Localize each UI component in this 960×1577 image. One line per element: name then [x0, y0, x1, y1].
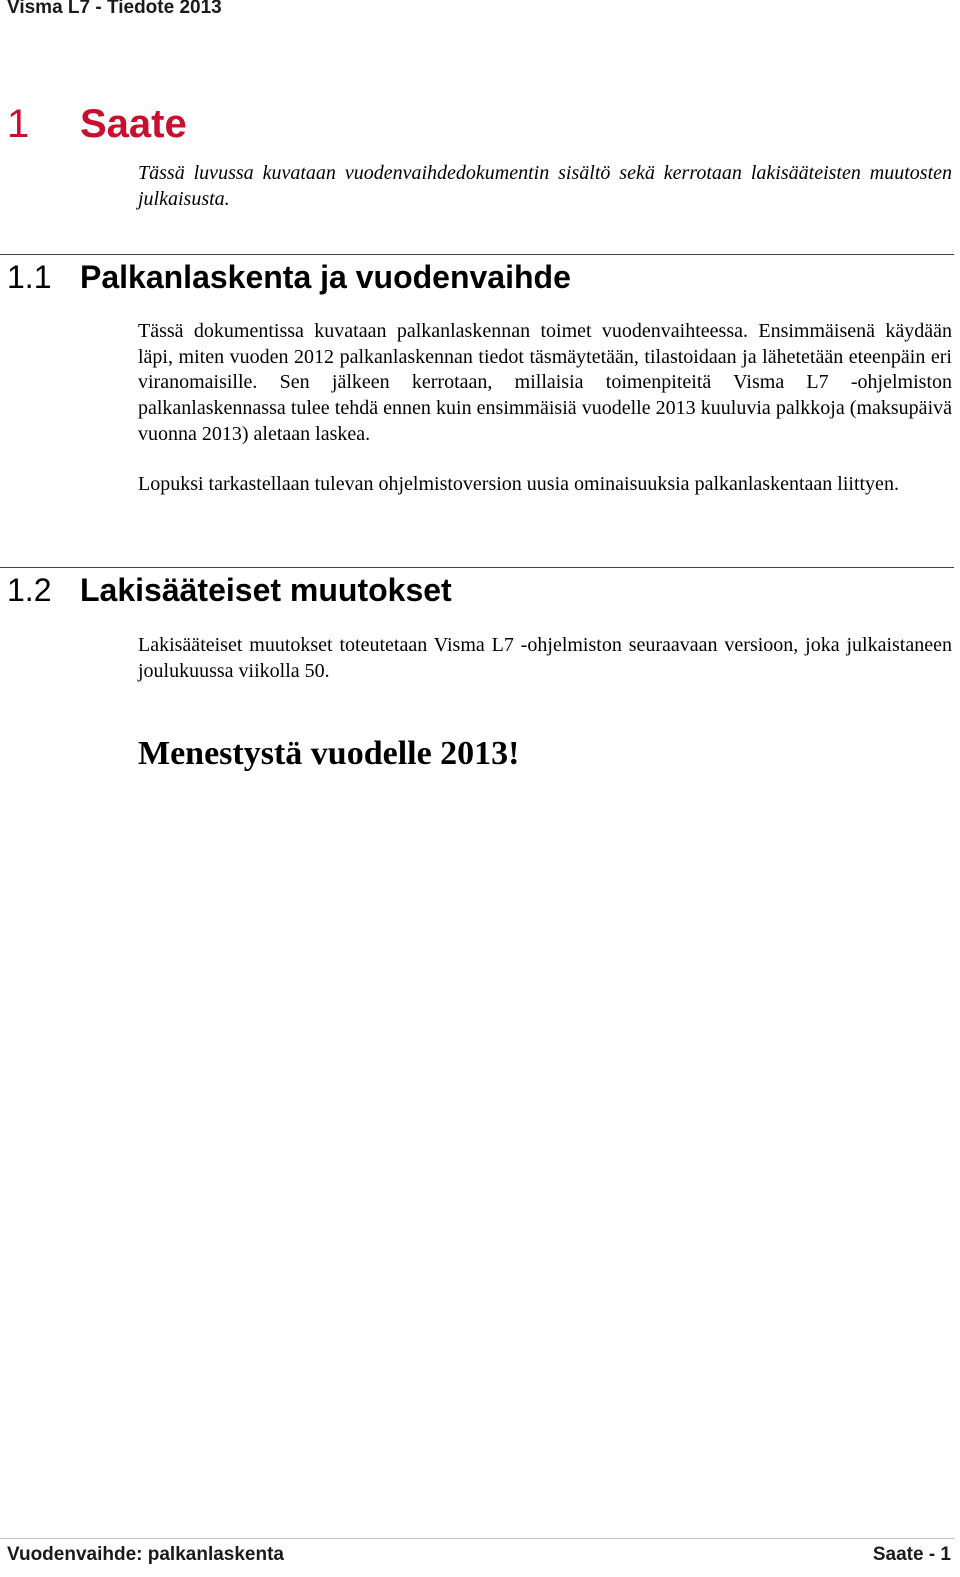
- section-paragraph: Tässä dokumentissa kuvataan palkanlaskennan toimet vuodenvaihteessa. Ensimmäisenä käydään läpi, miten vuoden 2012 palkanlaskennan tiedot täsmäytetään, tilastoidaan ja lähetetään eteenpäin eri viranomaisille. Sen jälkeen kerrotaan, millaisia toimenpiteitä Visma L7 -ohjelmiston palkanlaskennassa tulee tehdä ennen kuin ensimmäisiä vuodelle 2013 kuuluvia palkkoja (maksupäivä vuonna 2013) aletaan laskea.: [138, 320, 952, 445]
- footer-divider: [0, 1538, 954, 1539]
- section-title: Lakisääteiset muutokset: [80, 572, 452, 608]
- footer-page-number: Saate - 1: [872, 1544, 951, 1565]
- section-title: Palkanlaskenta ja vuodenvaihde: [80, 259, 571, 295]
- closing-greeting: Menestystä vuodelle 2013!: [138, 735, 520, 772]
- section-heading-1-2: [7, 570, 452, 610]
- chapter-title: Saate: [80, 102, 187, 146]
- section-paragraph: Lopuksi tarkastellaan tulevan ohjelmistoversion uusia ominaisuuksia palkanlaskentaan liittyen.: [138, 473, 899, 495]
- chapter-intro: Tässä luvussa kuvataan vuodenvaihdedokumentin sisältö sekä kerrotaan lakisääteisten muutosten julkaisusta.: [138, 162, 952, 210]
- section-heading-1-1: [7, 257, 571, 297]
- chapter-number: 1: [7, 102, 30, 146]
- document-header: Visma L7 - Tiedote 2013: [7, 0, 222, 18]
- section-paragraph: Lakisääteiset muutokset toteutetaan Visma L7 -ohjelmiston seuraavaan versioon, joka julkaistaneen joulukuussa viikolla 50.: [138, 634, 952, 682]
- chapter-heading: [7, 98, 187, 150]
- section-number: 1.2: [7, 572, 52, 608]
- section-number: 1.1: [7, 259, 52, 295]
- footer-document-title: Vuodenvaihde: palkanlaskenta: [7, 1544, 284, 1565]
- section-divider: [0, 567, 954, 568]
- section-divider: [0, 254, 954, 255]
